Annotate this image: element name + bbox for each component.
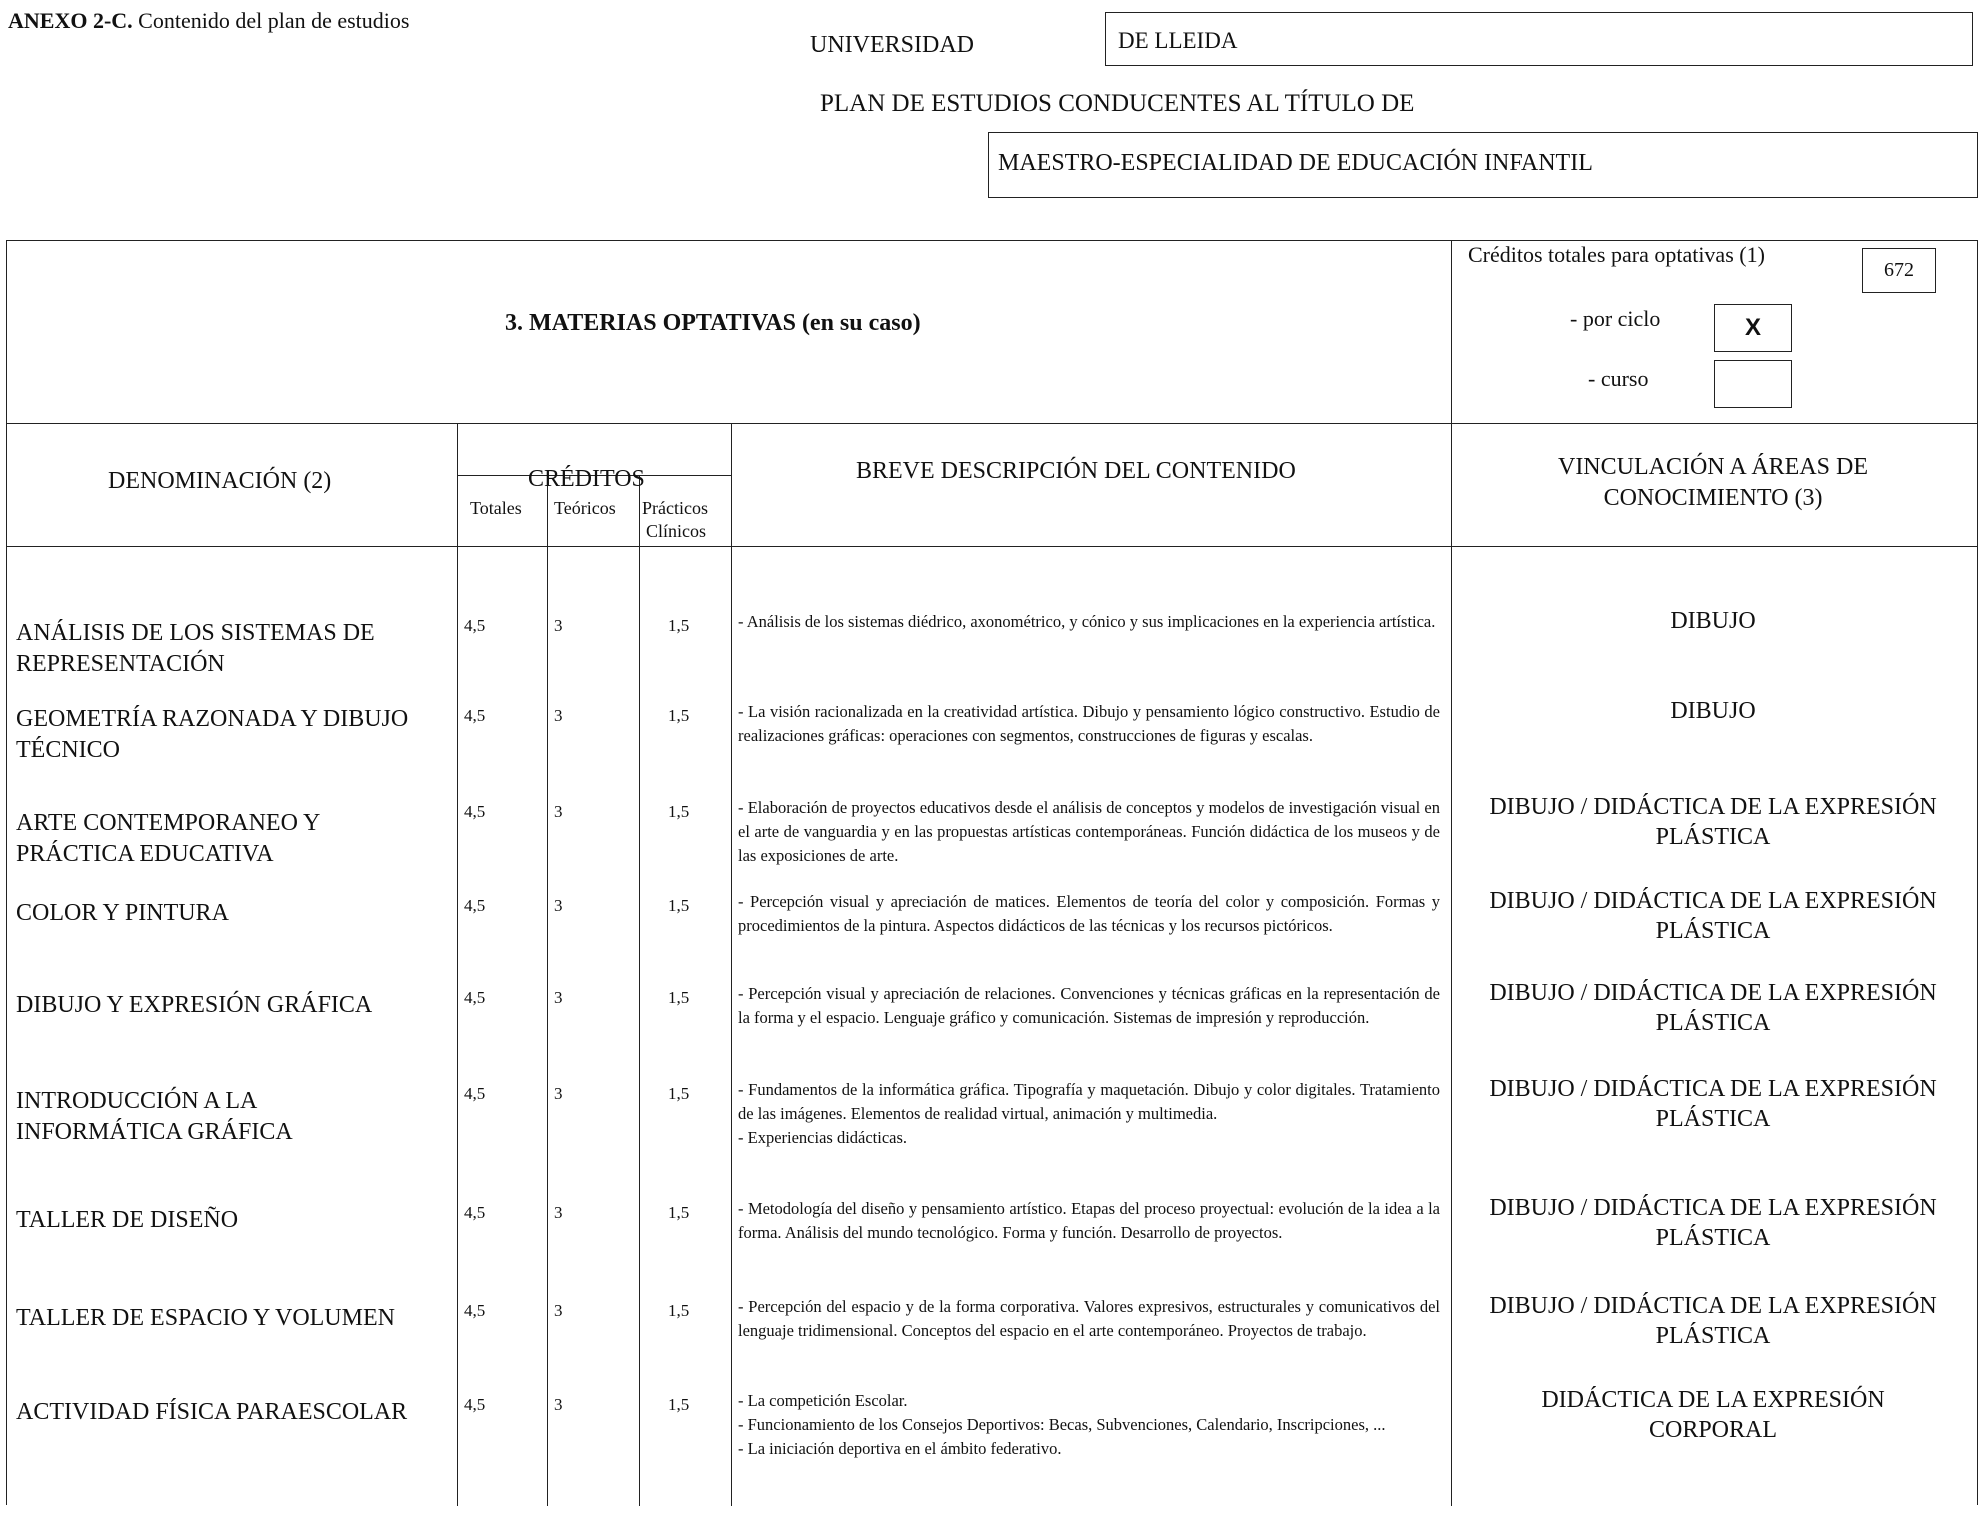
university-value: DE LLEIDA xyxy=(1118,28,1238,53)
subject-name xyxy=(16,1303,456,1334)
divider xyxy=(639,475,640,1506)
credits-practice: 1,5 xyxy=(668,1395,690,1414)
knowledge-area-line1: DIBUJO / DIDÁCTICA DE LA EXPRESIÓN xyxy=(1489,1293,1937,1319)
content-description: - Elaboración de proyectos educativos desde el análisis de conceptos y modelos de investigación visual en el arte de vanguardia y en las propuestas artísticas contemporáneas. Función didáctica de los museos y de las exposiciones de arte. xyxy=(738,798,1440,865)
knowledge-area-line1: DIBUJO / DIDÁCTICA DE LA EXPRESIÓN xyxy=(1489,888,1937,914)
knowledge-area-line2: PLÁSTICA xyxy=(1655,1323,1771,1349)
subject-name xyxy=(16,990,456,1021)
credits-total: 4,5 xyxy=(464,1395,486,1414)
subject-name xyxy=(16,618,456,680)
knowledge-area-line1: DIBUJO / DIDÁCTICA DE LA EXPRESIÓN xyxy=(1489,1195,1937,1221)
course-checkbox xyxy=(1714,360,1792,408)
credits-theory: 3 xyxy=(554,1203,563,1222)
subject-name-line1: ACTIVIDAD FÍSICA PARAESCOLAR xyxy=(16,1399,408,1425)
credits-practice: 1,5 xyxy=(668,1084,690,1103)
total-credits-value: 672 xyxy=(1884,259,1914,281)
header-denominacion: DENOMINACIÓN (2) xyxy=(108,468,332,494)
credits-theory: 3 xyxy=(554,1395,563,1414)
credits-practice: 1,5 xyxy=(668,988,690,1007)
annex-description: Contenido del plan de estudios xyxy=(138,8,410,33)
subject-name-line1: GEOMETRÍA RAZONADA Y DIBUJO xyxy=(16,706,409,732)
course-label: - curso xyxy=(1588,366,1649,391)
divider xyxy=(7,546,1977,547)
credits-total: 4,5 xyxy=(464,1203,486,1222)
knowledge-area-line2: PLÁSTICA xyxy=(1655,1010,1771,1036)
subject-name xyxy=(16,1205,456,1236)
annex-label: ANEXO 2-C. xyxy=(8,8,133,33)
divider xyxy=(731,423,732,1506)
plan-label: PLAN DE ESTUDIOS CONDUCENTES AL TÍTULO DE xyxy=(820,90,1415,117)
knowledge-area xyxy=(1456,696,1970,726)
content-description: - La competición Escolar. - Funcionamiento de los Consejos Deportivos: Becas, Subvenciones, Calendario, Inscripciones, ... - La iniciación deportiva en el ámbito federativo. xyxy=(738,1391,1386,1458)
credits-practice: 1,5 xyxy=(668,706,690,725)
subject-name-line1: ARTE CONTEMPORANEO Y xyxy=(16,810,321,836)
header-vinculacion-line2: CONOCIMIENTO (3) xyxy=(1603,485,1823,511)
knowledge-area-line2: PLÁSTICA xyxy=(1655,918,1771,944)
credits-theory: 3 xyxy=(554,1301,563,1320)
credits-theory: 3 xyxy=(554,896,563,915)
subject-name-line2: REPRESENTACIÓN xyxy=(16,651,225,677)
subject-name-line1: INTRODUCCIÓN A LA xyxy=(16,1088,258,1114)
credits-practice: 1,5 xyxy=(668,1301,690,1320)
total-credits-label: Créditos totales para optativas (1) xyxy=(1468,242,1765,267)
content-description: - La visión racionalizada en la creatividad artística. Dibujo y pensamiento lógico constructivo. Estudio de realizaciones gráficas: operaciones con segmentos, construcciones de figuras y escalas. xyxy=(738,702,1440,745)
credits-practice: 1,5 xyxy=(668,616,690,635)
credits-theory: 3 xyxy=(554,802,563,821)
header-teoricos: Teóricos xyxy=(554,498,616,518)
knowledge-area-line1: DIBUJO / DIDÁCTICA DE LA EXPRESIÓN xyxy=(1489,794,1937,820)
total-credits-field xyxy=(1862,248,1936,293)
divider xyxy=(457,423,458,1506)
subject-name xyxy=(16,1397,456,1428)
content-description: - Percepción visual y apreciación de matices. Elementos de teoría del color y composición. Formas y procedimientos de la pintura. Aspectos didácticos de las técnicas y los recursos pictóricos. xyxy=(738,892,1440,935)
subject-name xyxy=(16,1086,456,1148)
knowledge-area xyxy=(1456,1074,1970,1134)
knowledge-area-line2: PLÁSTICA xyxy=(1655,1106,1771,1132)
subject-name-line2: INFORMÁTICA GRÁFICA xyxy=(16,1119,293,1145)
credits-theory: 3 xyxy=(554,616,563,635)
knowledge-area-line1: DIBUJO xyxy=(1670,608,1756,634)
per-cycle-mark: X xyxy=(1744,314,1761,341)
subject-name-line1: TALLER DE DISEÑO xyxy=(16,1207,239,1233)
per-cycle-checkbox xyxy=(1714,304,1792,352)
subject-name xyxy=(16,808,456,870)
knowledge-area xyxy=(1456,1193,1970,1253)
header-practicos: Prácticos xyxy=(642,498,708,518)
header-vinculacion xyxy=(1450,452,1976,514)
credits-total: 4,5 xyxy=(464,1084,486,1103)
header-vinculacion-line1: VINCULACIÓN A ÁREAS DE xyxy=(1557,454,1868,480)
knowledge-area-line2: PLÁSTICA xyxy=(1655,824,1771,850)
credits-practice: 1,5 xyxy=(668,896,690,915)
knowledge-area xyxy=(1456,1291,1970,1351)
knowledge-area-line1: DIBUJO xyxy=(1670,698,1756,724)
per-cycle-label: - por ciclo xyxy=(1570,306,1661,331)
section-title: 3. MATERIAS OPTATIVAS (en su caso) xyxy=(505,310,921,336)
header-totales: Totales xyxy=(470,498,522,518)
credits-total: 4,5 xyxy=(464,616,486,635)
credits-practice: 1,5 xyxy=(668,1203,690,1222)
knowledge-area-line2: PLÁSTICA xyxy=(1655,1225,1771,1251)
content-description: - Metodología del diseño y pensamiento artístico. Etapas del proceso proyectual: evolución de la idea a la forma. Análisis del mundo tecnológico. Forma y función. Desarrollo de proyectos. xyxy=(738,1199,1440,1242)
university-label: UNIVERSIDAD xyxy=(810,32,974,58)
header-creditos: CRÉDITOS xyxy=(528,466,645,492)
credits-total: 4,5 xyxy=(464,896,486,915)
divider xyxy=(7,423,1977,424)
knowledge-area-line1: DIBUJO / DIDÁCTICA DE LA EXPRESIÓN xyxy=(1489,1076,1937,1102)
subject-name-line2: TÉCNICO xyxy=(16,737,120,763)
subject-name xyxy=(16,704,456,766)
header-clinicos: Clínicos xyxy=(646,521,707,541)
subject-name xyxy=(16,898,456,929)
subject-name-line1: COLOR Y PINTURA xyxy=(16,900,229,926)
content-description: - Percepción visual y apreciación de relaciones. Convenciones y técnicas gráficas en la representación de la forma y el espacio. Lenguaje gráfico y comunicación. Sistemas de impresión y reproducción. xyxy=(738,984,1440,1027)
header-descripcion: BREVE DESCRIPCIÓN DEL CONTENIDO xyxy=(856,458,1296,484)
subject-name-line1: ANÁLISIS DE LOS SISTEMAS DE xyxy=(16,620,375,646)
content-description: - Análisis de los sistemas diédrico, axonométrico, y cónico y sus implicaciones en la experiencia artística. xyxy=(738,612,1436,631)
credits-total: 4,5 xyxy=(464,1301,486,1320)
credits-practice: 1,5 xyxy=(668,802,690,821)
subject-name-line2: PRÁCTICA EDUCATIVA xyxy=(16,841,274,867)
credits-theory: 3 xyxy=(554,988,563,1007)
divider xyxy=(547,475,548,1506)
credits-total: 4,5 xyxy=(464,802,486,821)
knowledge-area xyxy=(1456,792,1970,852)
knowledge-area xyxy=(1456,1385,1970,1445)
annex-heading xyxy=(8,8,409,34)
credits-theory: 3 xyxy=(554,1084,563,1103)
knowledge-area xyxy=(1456,886,1970,946)
credits-total: 4,5 xyxy=(464,706,486,725)
divider xyxy=(1451,423,1452,1506)
knowledge-area xyxy=(1456,978,1970,1038)
knowledge-area-line1: DIDÁCTICA DE LA EXPRESIÓN xyxy=(1541,1387,1885,1413)
subject-name-line1: DIBUJO Y EXPRESIÓN GRÁFICA xyxy=(16,992,373,1018)
knowledge-area xyxy=(1456,606,1970,636)
subject-name-line1: TALLER DE ESPACIO Y VOLUMEN xyxy=(16,1305,395,1331)
credits-theory: 3 xyxy=(554,706,563,725)
knowledge-area-line2: CORPORAL xyxy=(1648,1417,1778,1443)
content-description: - Fundamentos de la informática gráfica. Tipografía y maquetación. Dibujo y color digitales. Tratamiento de las imágenes. Elementos de realidad virtual, animación y multimedia. - Experiencias didácticas. xyxy=(738,1080,1440,1147)
content-description: - Percepción del espacio y de la forma corporativa. Valores expresivos, estructurales y comunicativos del lenguaje tridimensional. Conceptos del espacio en el arte contemporáneo. Proyectos de trabajo. xyxy=(738,1297,1440,1340)
credits-total: 4,5 xyxy=(464,988,486,1007)
degree-title-value: MAESTRO-ESPECIALIDAD DE EDUCACIÓN INFANTIL xyxy=(998,150,1593,176)
knowledge-area-line1: DIBUJO / DIDÁCTICA DE LA EXPRESIÓN xyxy=(1489,980,1937,1006)
